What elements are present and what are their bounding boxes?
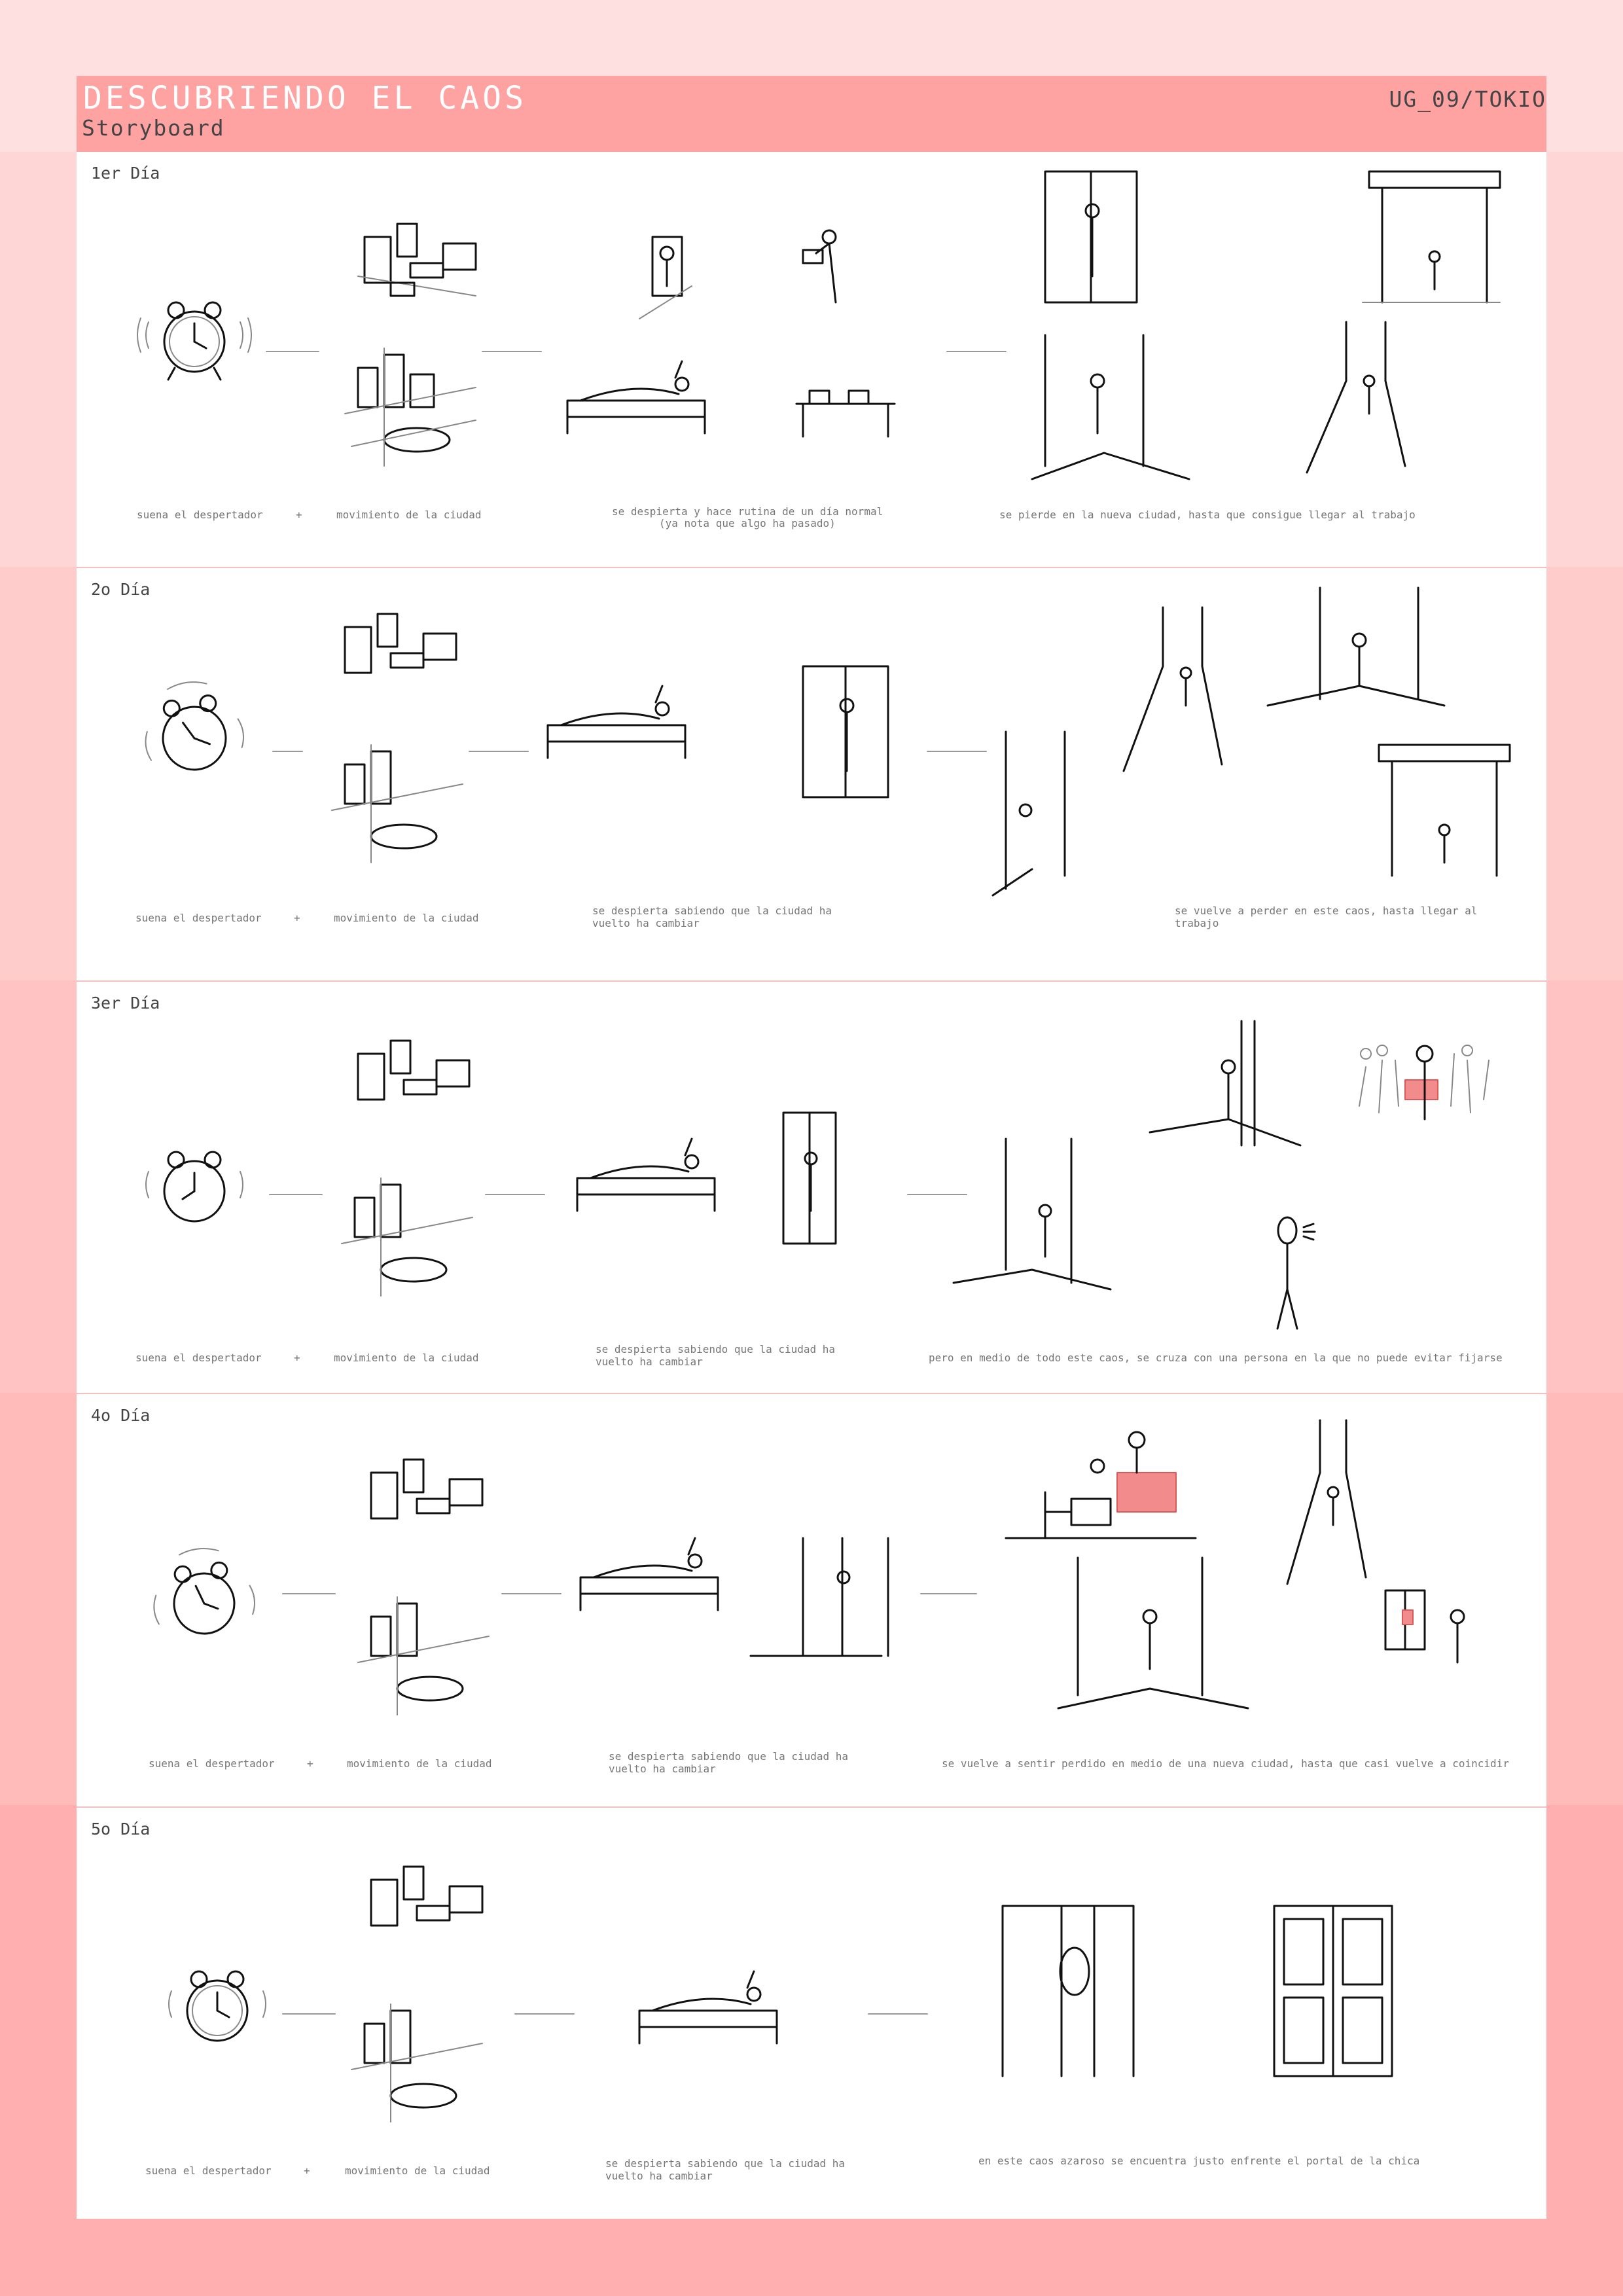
city-blocks-icon: [371, 1460, 482, 1518]
office-scene-icon: [1006, 1432, 1196, 1538]
caption-city: movimiento de la ciudad: [345, 2164, 490, 2177]
city-blocks-icon: [358, 224, 476, 296]
caption-wake: se despierta sabiendo que la ciudad ha vuelto ha cambiar: [592, 905, 832, 929]
mirror-figure-icon: [639, 237, 692, 319]
caption-wake: se despierta sabiendo que la ciudad ha vuelto ha cambiar: [609, 1750, 849, 1775]
street-figure-icon: [1307, 322, 1405, 473]
caption-story: se vuelve a perder en este caos, hasta llegar al trabajo: [1175, 905, 1478, 929]
caption-story: se vuelve a sentir perdido en medio de una nueva ciudad, hasta que casi vuelve a coincidir: [942, 1757, 1509, 1770]
caption-wake-note: (ya nota que algo ha pasado): [659, 517, 836, 529]
doorway-figure-icon: [803, 666, 888, 797]
corridor-figure-icon: [1032, 335, 1189, 479]
city-blocks-icon: [371, 1867, 482, 1926]
day-row-3: [77, 980, 1546, 1394]
doorway-figure-icon: [1045, 171, 1137, 302]
caption-alarm: suena el despertador: [149, 1757, 275, 1770]
corridor-figure-icon: [993, 732, 1065, 895]
caption-story: se pierde en la nueva ciudad, hasta que consigue llegar al trabajo: [999, 509, 1416, 521]
alarm-clock-icon: [137, 302, 251, 380]
crowd-icon: [1359, 1045, 1489, 1119]
city-blocks-icon: [345, 614, 456, 673]
closed-double-door-icon: [1274, 1906, 1392, 2076]
project-code: UG_09/TOKIO: [1389, 86, 1546, 112]
bed-sleeping-icon: [580, 1538, 718, 1610]
day-label: 4o Día: [91, 1406, 151, 1425]
caption-alarm: suena el despertador: [135, 912, 262, 924]
caption-wake: se despierta sabiendo que la ciudad ha vuelto ha cambiar: [596, 1343, 836, 1368]
city-blocks-icon: [358, 1041, 469, 1100]
city-streets-icon: [345, 348, 476, 466]
table-breakfast-icon: [796, 391, 895, 437]
city-streets-icon: [342, 1178, 473, 1296]
caption-plus: +: [294, 1352, 300, 1364]
bed-sleeping-icon: [548, 686, 685, 758]
storyboard-sheet: [77, 152, 1546, 2219]
doorway-figure-icon: [783, 1113, 836, 1244]
workplace-gate-icon: [1363, 171, 1500, 302]
doorway-figure-icon: [751, 1538, 888, 1656]
caption-plus: +: [296, 509, 302, 521]
caption-city: movimiento de la ciudad: [334, 912, 479, 924]
day-row-2: [77, 567, 1546, 982]
caption-story: pero en medio de todo este caos, se cruza con una persona en la que no puede evitar fijarse: [929, 1352, 1503, 1364]
caption-alarm: suena el despertador: [135, 1352, 262, 1364]
caption-city: movimiento de la ciudad: [347, 1757, 492, 1770]
day-label: 2o Día: [91, 580, 151, 599]
caption-plus: +: [307, 1757, 313, 1770]
street-figure-icon: [1124, 607, 1222, 771]
day-1-sketches: [77, 152, 1546, 567]
caption-plus: +: [304, 2164, 310, 2177]
bed-sleeping-icon: [639, 1971, 777, 2043]
doorway-figure-icon: [1003, 1906, 1133, 2076]
girl-doorway-icon: [1385, 1590, 1464, 1662]
day-label: 5o Día: [91, 1820, 151, 1839]
corridor-figure-icon: [1058, 1558, 1248, 1708]
page-title: DESCUBRIENDO EL CAOS: [83, 80, 527, 117]
doorway-figure-icon: [1150, 1021, 1300, 1145]
washbasin-figure-icon: [803, 230, 836, 302]
bed-sleeping-icon: [577, 1139, 715, 1211]
caption-alarm: suena el despertador: [145, 2164, 272, 2177]
alarm-clock-icon: [146, 1152, 243, 1221]
header-bar: [77, 76, 1546, 152]
day-row-4: [77, 1393, 1546, 1808]
city-streets-icon: [351, 2004, 482, 2122]
day-row-1: [77, 152, 1546, 567]
workplace-gate-icon: [1379, 745, 1510, 876]
city-streets-icon: [332, 745, 463, 863]
day-4-sketches: [77, 1394, 1546, 1808]
alarm-clock-icon: [149, 1543, 258, 1638]
caption-wake: se despierta y hace rutina de un día normal: [612, 505, 883, 518]
day-3-sketches: [77, 982, 1546, 1394]
city-streets-icon: [358, 1597, 489, 1715]
corridor-figure-icon: [954, 1139, 1111, 1289]
day-label: 1er Día: [91, 164, 160, 183]
page-subtitle: Storyboard: [82, 115, 225, 141]
caption-wake: se despierta sabiendo que la ciudad ha vuelto ha cambiar: [605, 2157, 846, 2182]
day-row-5: [77, 1806, 1546, 2220]
alarm-clock-icon: [169, 1971, 266, 2041]
doorway-figure-icon: [1268, 588, 1444, 706]
street-figure-icon: [1287, 1420, 1366, 1584]
caption-city: movimiento de la ciudad: [334, 1352, 479, 1364]
alarm-clock-icon: [138, 675, 247, 776]
caption-city: movimiento de la ciudad: [336, 509, 482, 521]
day-label: 3er Día: [91, 994, 160, 1013]
bed-sleeping-icon: [567, 361, 705, 433]
caption-story: en este caos azaroso se encuentra justo enfrente el portal de la chica: [978, 2155, 1420, 2167]
caption-plus: +: [294, 912, 300, 924]
figure-noticing-icon: [1277, 1217, 1315, 1329]
caption-alarm: suena el despertador: [137, 509, 263, 521]
